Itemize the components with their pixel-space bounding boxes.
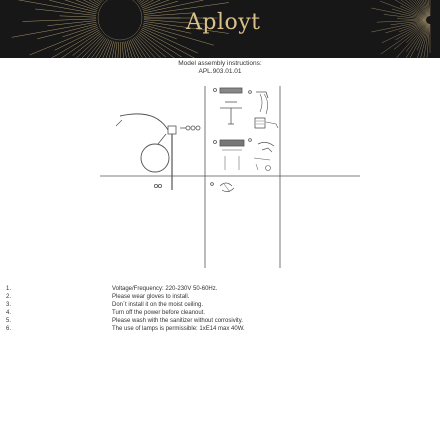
instruction-item: Voltage/Frequency: 220-230V 50-60Hz.	[112, 286, 218, 292]
brand-logo: Aployt	[186, 10, 261, 35]
wiring-detail	[249, 91, 278, 128]
step-number: 4.	[6, 309, 12, 316]
step-number: 3.	[6, 301, 12, 308]
sunburst-ray	[60, 16, 96, 17]
step-number-list	[6, 286, 11, 333]
bracket-detail	[214, 88, 243, 124]
sunburst-ray	[49, 0, 96, 12]
sunburst-ray	[60, 0, 100, 4]
sunburst-ray	[371, 21, 426, 32]
sunburst-ray	[122, 42, 127, 58]
plate-detail	[214, 140, 245, 170]
sunburst-ray	[392, 0, 428, 17]
screw-set-2	[154, 184, 161, 187]
step-number: 6.	[6, 325, 12, 332]
sunburst-ray	[44, 0, 102, 3]
sunburst-ray	[25, 30, 99, 58]
step-number: 2.	[6, 293, 12, 300]
instruction-item: The use of lamps is permissible: 1xE14 max 40W.	[112, 325, 245, 332]
sunburst-ray	[22, 19, 96, 22]
brand-header	[0, 0, 440, 58]
instruction-item: Don`t install it on the moist ceiling.	[112, 301, 204, 308]
sunburst-ray	[143, 26, 177, 39]
bulb-detail	[249, 139, 274, 171]
lamp-side-view	[116, 114, 176, 190]
sunburst-ray	[381, 22, 427, 54]
sunburst-ray	[98, 41, 114, 58]
sunburst-ray	[108, 42, 115, 58]
instruction-item: Please wear gloves to install.	[112, 293, 190, 300]
model-caption	[140, 60, 300, 76]
assembly-drawing	[100, 78, 360, 273]
sunburst-ray	[120, 42, 122, 58]
sunburst-ray	[371, 8, 426, 19]
step-number: 5.	[6, 317, 12, 324]
sunburst-ray	[395, 23, 428, 58]
sunburst-ray	[142, 0, 187, 8]
screw-set-1	[180, 126, 200, 130]
instruction-item: Please wash with the sanitizer without corrosivity.	[112, 317, 243, 324]
step-number: 1.	[6, 286, 12, 292]
caption-title: Model assembly instructions:	[178, 60, 262, 67]
fitting-detail	[211, 183, 234, 192]
sunburst-ray	[12, 0, 97, 14]
sunburst-ray	[55, 29, 99, 51]
sunburst-ray	[48, 21, 97, 26]
sunburst-ray	[70, 35, 104, 58]
sunburst-ray	[129, 40, 160, 58]
sunburst-ray	[73, 33, 102, 56]
model-number: APL.903.01.01	[198, 68, 242, 75]
instructions-list	[112, 286, 245, 333]
instruction-item: Turn off the power before cleanout.	[112, 309, 206, 316]
sunburst-ray	[44, 0, 99, 7]
